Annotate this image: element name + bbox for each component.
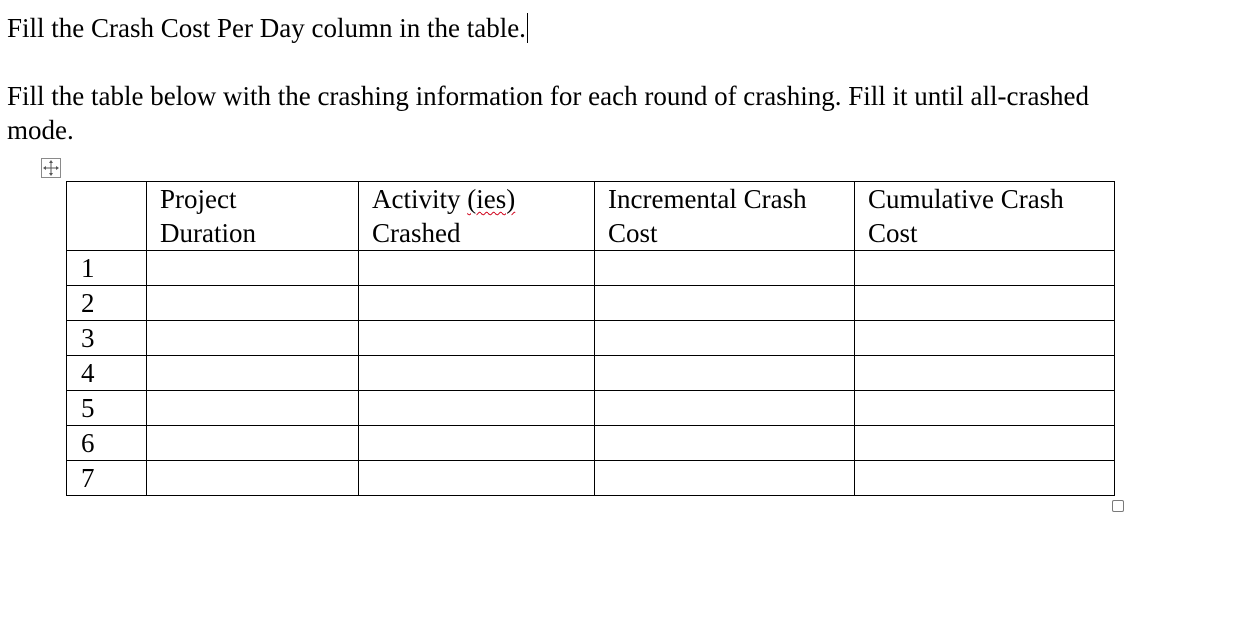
move-arrows-icon (42, 159, 60, 177)
spellcheck-flagged-text: (ies) (467, 184, 516, 214)
cumulative-cost-cell[interactable] (855, 251, 1115, 286)
activities-crashed-cell[interactable] (359, 426, 595, 461)
table-row (67, 251, 1115, 286)
activities-crashed-cell[interactable] (359, 356, 595, 391)
header-text: Cumulative Crash (868, 184, 1064, 214)
round-number-cell[interactable]: 4 (67, 356, 147, 391)
text-cursor (527, 13, 528, 43)
activities-crashed-cell[interactable] (359, 251, 595, 286)
incremental-cost-cell[interactable] (595, 321, 855, 356)
round-number-cell[interactable]: 5 (67, 391, 147, 426)
activities-crashed-cell[interactable] (359, 286, 595, 321)
header-text: Duration (160, 218, 256, 248)
table-row (67, 426, 1115, 461)
incremental-cost-cell[interactable] (595, 426, 855, 461)
header-text: Cost (608, 218, 658, 248)
activities-crashed-cell[interactable] (359, 461, 595, 496)
incremental-cost-cell[interactable] (595, 391, 855, 426)
header-text: Crashed (372, 218, 461, 248)
cumulative-cost-cell[interactable] (855, 391, 1115, 426)
cumulative-cost-cell[interactable] (855, 286, 1115, 321)
round-number-cell[interactable]: 7 (67, 461, 147, 496)
activities-crashed-cell[interactable] (359, 391, 595, 426)
header-cell-cumulative-crash-cost[interactable] (855, 182, 1115, 251)
instruction-line-2[interactable]: Fill the table below with the crashing information for each round of crashing. Fill it until all-crashed (7, 81, 1089, 111)
table-row (67, 391, 1115, 426)
header-text: Cost (868, 218, 918, 248)
table-header-row (67, 182, 1115, 251)
activities-crashed-cell[interactable] (359, 321, 595, 356)
table-row (67, 321, 1115, 356)
instruction-line-1[interactable] (7, 11, 528, 45)
cumulative-cost-cell[interactable] (855, 426, 1115, 461)
incremental-cost-cell[interactable] (595, 461, 855, 496)
header-cell-incremental-crash-cost[interactable] (595, 182, 855, 251)
round-number-cell[interactable]: 6 (67, 426, 147, 461)
table-move-handle[interactable] (41, 158, 61, 178)
cumulative-cost-cell[interactable] (855, 461, 1115, 496)
round-number-cell[interactable]: 1 (67, 251, 147, 286)
incremental-cost-cell[interactable] (595, 286, 855, 321)
cumulative-cost-cell[interactable] (855, 356, 1115, 391)
round-number-cell[interactable]: 3 (67, 321, 147, 356)
crashing-table (66, 181, 1115, 496)
cumulative-cost-cell[interactable] (855, 321, 1115, 356)
table-row (67, 286, 1115, 321)
project-duration-cell[interactable] (147, 356, 359, 391)
resize-handle-icon[interactable] (1112, 500, 1124, 512)
table-row (67, 461, 1115, 496)
instruction-line-1-text: Fill the Crash Cost Per Day column in the table. (7, 13, 526, 43)
instruction-line-3[interactable]: mode. (7, 115, 74, 145)
incremental-cost-cell[interactable] (595, 356, 855, 391)
project-duration-cell[interactable] (147, 321, 359, 356)
table-row (67, 356, 1115, 391)
project-duration-cell[interactable] (147, 461, 359, 496)
project-duration-cell[interactable] (147, 391, 359, 426)
round-number-cell[interactable]: 2 (67, 286, 147, 321)
incremental-cost-cell[interactable] (595, 251, 855, 286)
project-duration-cell[interactable] (147, 286, 359, 321)
header-text-line (372, 182, 594, 216)
header-cell-round[interactable] (67, 182, 147, 251)
header-text: Activity (372, 184, 468, 214)
header-cell-activities-crashed[interactable] (359, 182, 595, 251)
header-text: Incremental Crash (608, 184, 807, 214)
header-text: Project (160, 184, 237, 214)
header-cell-project-duration[interactable] (147, 182, 359, 251)
project-duration-cell[interactable] (147, 251, 359, 286)
project-duration-cell[interactable] (147, 426, 359, 461)
